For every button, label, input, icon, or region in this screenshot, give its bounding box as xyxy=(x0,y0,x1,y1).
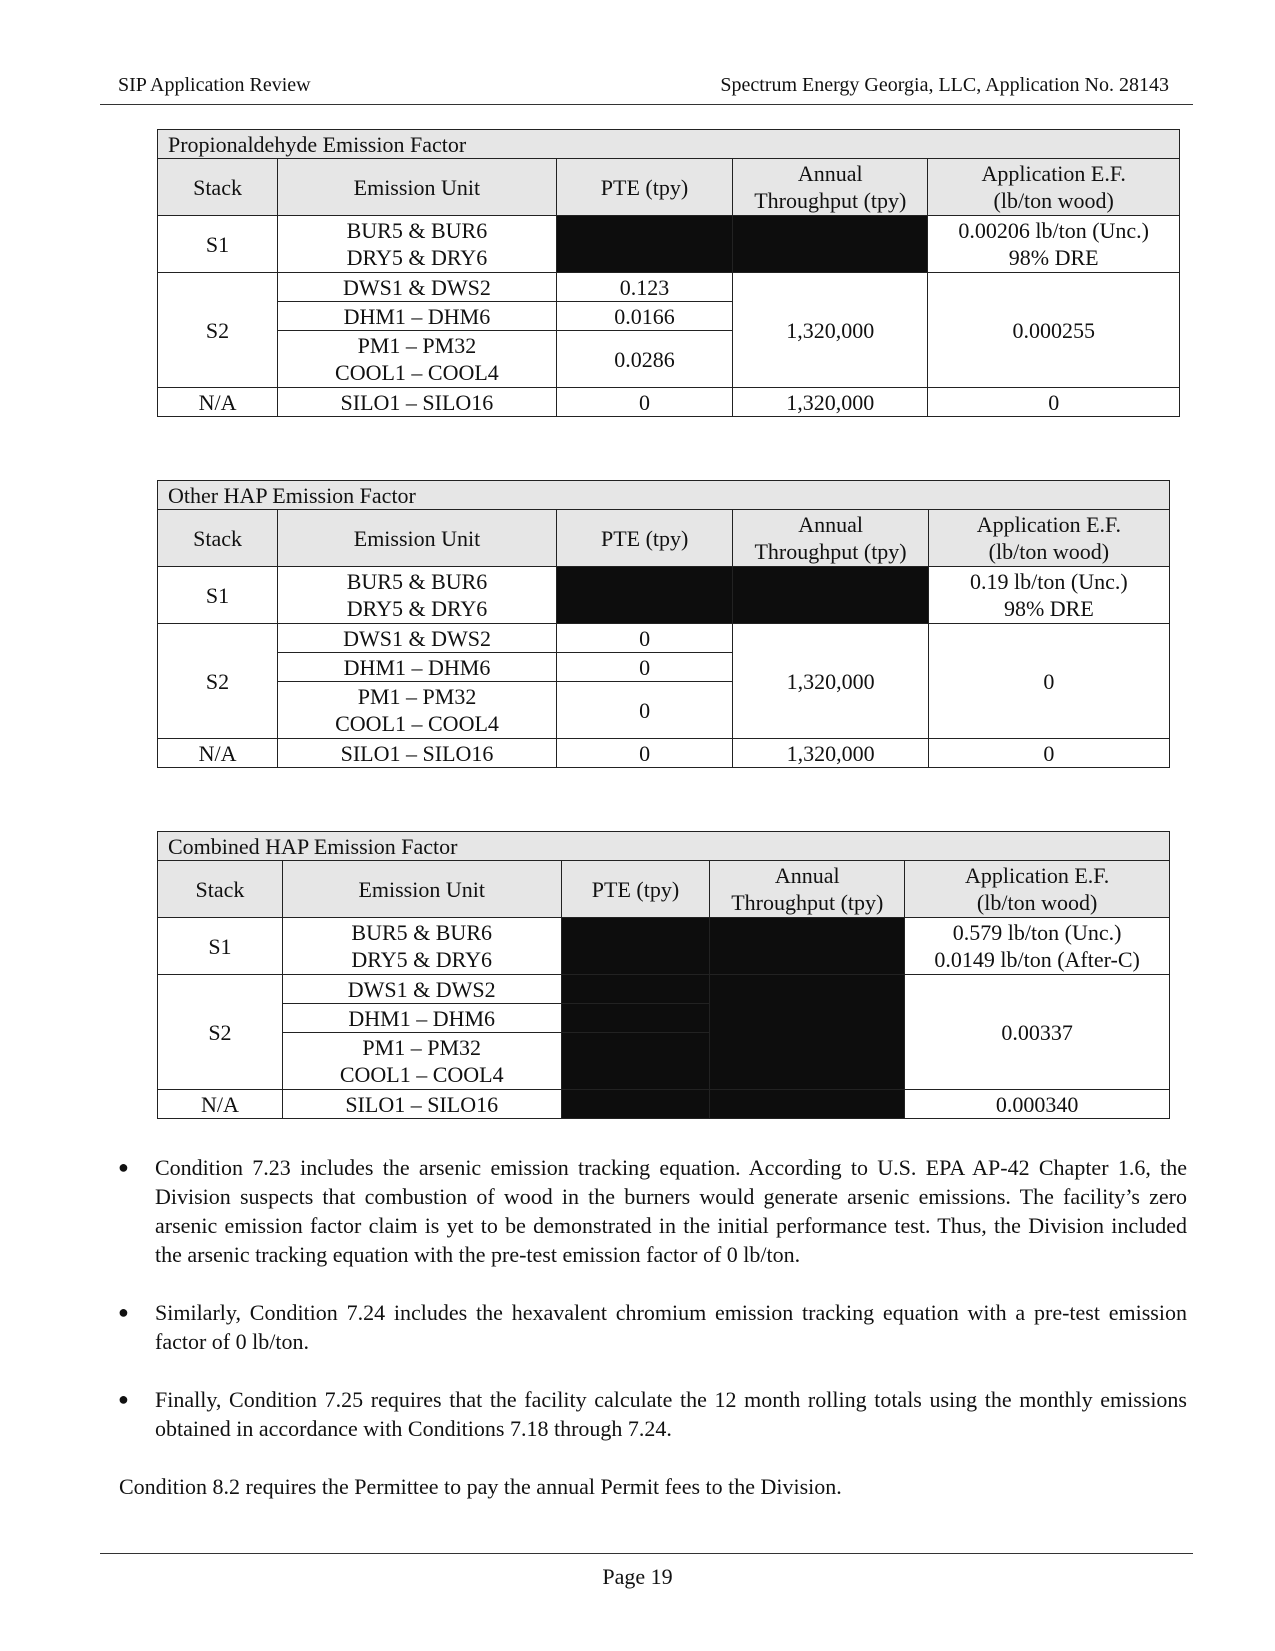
col-throughput: Annual Throughput (tpy) xyxy=(733,159,928,216)
col-emission-unit: Emission Unit xyxy=(278,510,557,567)
pm-pte: 0 xyxy=(556,682,732,739)
redacted-cell xyxy=(710,975,905,1090)
silo-throughput: 1,320,000 xyxy=(733,388,928,417)
stack-s1: S1 xyxy=(158,918,283,975)
s1-ef: 0.19 lb/ton (Unc.) 98% DRE xyxy=(928,567,1169,624)
unit-bur-dry: BUR5 & BUR6 DRY5 & DRY6 xyxy=(278,216,557,273)
s1-ef: 0.00206 lb/ton (Unc.) 98% DRE xyxy=(928,216,1180,273)
other-hap-table xyxy=(157,480,1170,768)
bullet-text: Finally, Condition 7.25 requires that the facility calculate the 12 month rolling totals using the monthly emissions obtained in accordance with Conditions 7.18 through 7.24. xyxy=(155,1387,1187,1441)
silo-throughput: 1,320,000 xyxy=(733,739,928,768)
unit-pm-cool: PM1 – PM32 COOL1 – COOL4 xyxy=(278,331,557,388)
dhm-pte: 0 xyxy=(556,653,732,682)
col-application-ef: Application E.F. (lb/ton wood) xyxy=(928,159,1180,216)
unit-pm-cool: PM1 – PM32 COOL1 – COOL4 xyxy=(282,1033,561,1090)
s2-ef: 0.00337 xyxy=(905,975,1170,1090)
bullet-list xyxy=(112,1153,1187,1472)
bullet-text: Condition 7.23 includes the arsenic emission tracking equation. According to U.S. EPA AP-42 Chapter 1.6, the Division suspects that combustion of wood in the burners would generate arsenic emissions. The facility’s zero arsenic emission factor claim is yet to be demonstrated in the initial performance test. Thus, the Division included the arsenic tracking equation with the pre-test emission factor of 0 lb/ton. xyxy=(155,1155,1187,1267)
col-pte: PTE (tpy) xyxy=(556,159,732,216)
silo-pte: 0 xyxy=(556,388,732,417)
col-pte: PTE (tpy) xyxy=(561,861,710,918)
redacted-cell xyxy=(556,216,732,273)
redacted-cell xyxy=(556,567,732,624)
redacted-cell xyxy=(561,918,710,975)
unit-dhm: DHM1 – DHM6 xyxy=(282,1004,561,1033)
col-application-ef: Application E.F. (lb/ton wood) xyxy=(928,510,1169,567)
col-throughput: Annual Throughput (tpy) xyxy=(710,861,905,918)
silo-ef: 0 xyxy=(928,388,1180,417)
silo-pte: 0 xyxy=(556,739,732,768)
redacted-cell xyxy=(561,1004,710,1033)
col-throughput: Annual Throughput (tpy) xyxy=(733,510,928,567)
redacted-cell xyxy=(710,918,905,975)
closing-paragraph: Condition 8.2 requires the Permittee to pay the annual Permit fees to the Division. xyxy=(119,1474,842,1499)
col-application-ef: Application E.F. (lb/ton wood) xyxy=(905,861,1170,918)
dhm-pte: 0.0166 xyxy=(556,302,732,331)
col-stack: Stack xyxy=(158,861,283,918)
pm-pte: 0.0286 xyxy=(556,331,732,388)
redacted-cell xyxy=(561,1033,710,1090)
list-item xyxy=(112,1298,1187,1356)
s2-throughput: 1,320,000 xyxy=(733,273,928,388)
silo-ef: 0 xyxy=(928,739,1169,768)
page-number: Page 19 xyxy=(602,1564,673,1589)
dws-pte: 0 xyxy=(556,624,732,653)
unit-pm-cool: PM1 – PM32 COOL1 – COOL4 xyxy=(278,682,557,739)
unit-dws: DWS1 & DWS2 xyxy=(278,273,557,302)
redacted-cell xyxy=(733,567,928,624)
s2-ef: 0 xyxy=(928,624,1169,739)
stack-s2: S2 xyxy=(158,273,278,388)
stack-na: N/A xyxy=(158,1090,283,1119)
unit-silo: SILO1 – SILO16 xyxy=(278,388,557,417)
table-title: Other HAP Emission Factor xyxy=(158,481,1170,510)
unit-dws: DWS1 & DWS2 xyxy=(278,624,557,653)
list-item xyxy=(112,1385,1187,1443)
table-title: Propionaldehyde Emission Factor xyxy=(158,130,1180,159)
header-right: Spectrum Energy Georgia, LLC, Application No. 28143 xyxy=(720,74,1169,96)
col-stack: Stack xyxy=(158,510,278,567)
list-item xyxy=(112,1153,1187,1269)
unit-silo: SILO1 – SILO16 xyxy=(278,739,557,768)
s1-ef: 0.579 lb/ton (Unc.) 0.0149 lb/ton (After-C) xyxy=(905,918,1170,975)
unit-dws: DWS1 & DWS2 xyxy=(282,975,561,1004)
col-pte: PTE (tpy) xyxy=(556,510,732,567)
unit-dhm: DHM1 – DHM6 xyxy=(278,653,557,682)
s2-throughput: 1,320,000 xyxy=(733,624,928,739)
unit-bur-dry: BUR5 & BUR6 DRY5 & DRY6 xyxy=(278,567,557,624)
silo-ef: 0.000340 xyxy=(905,1090,1170,1119)
bullet-text: Similarly, Condition 7.24 includes the hexavalent chromium emission tracking equation with a pre-test emission factor of 0 lb/ton. xyxy=(155,1300,1187,1354)
stack-s1: S1 xyxy=(158,216,278,273)
stack-na: N/A xyxy=(158,739,278,768)
redacted-cell xyxy=(561,1090,710,1119)
unit-bur-dry: BUR5 & BUR6 DRY5 & DRY6 xyxy=(282,918,561,975)
redacted-cell xyxy=(710,1090,905,1119)
stack-s2: S2 xyxy=(158,624,278,739)
propionaldehyde-table xyxy=(157,129,1180,417)
s2-ef: 0.000255 xyxy=(928,273,1180,388)
bullet-dot-icon: ● xyxy=(118,1302,129,1322)
unit-dhm: DHM1 – DHM6 xyxy=(278,302,557,331)
bullet-dot-icon: ● xyxy=(118,1389,129,1409)
footer-divider xyxy=(100,1553,1193,1554)
page-header xyxy=(100,70,1193,105)
bullet-dot-icon: ● xyxy=(118,1157,129,1177)
col-emission-unit: Emission Unit xyxy=(282,861,561,918)
table-title: Combined HAP Emission Factor xyxy=(158,832,1170,861)
redacted-cell xyxy=(561,975,710,1004)
header-left: SIP Application Review xyxy=(118,74,311,96)
col-stack: Stack xyxy=(158,159,278,216)
col-emission-unit: Emission Unit xyxy=(278,159,557,216)
combined-hap-table xyxy=(157,831,1170,1119)
unit-silo: SILO1 – SILO16 xyxy=(282,1090,561,1119)
stack-s2: S2 xyxy=(158,975,283,1090)
redacted-cell xyxy=(733,216,928,273)
stack-na: N/A xyxy=(158,388,278,417)
dws-pte: 0.123 xyxy=(556,273,732,302)
stack-s1: S1 xyxy=(158,567,278,624)
